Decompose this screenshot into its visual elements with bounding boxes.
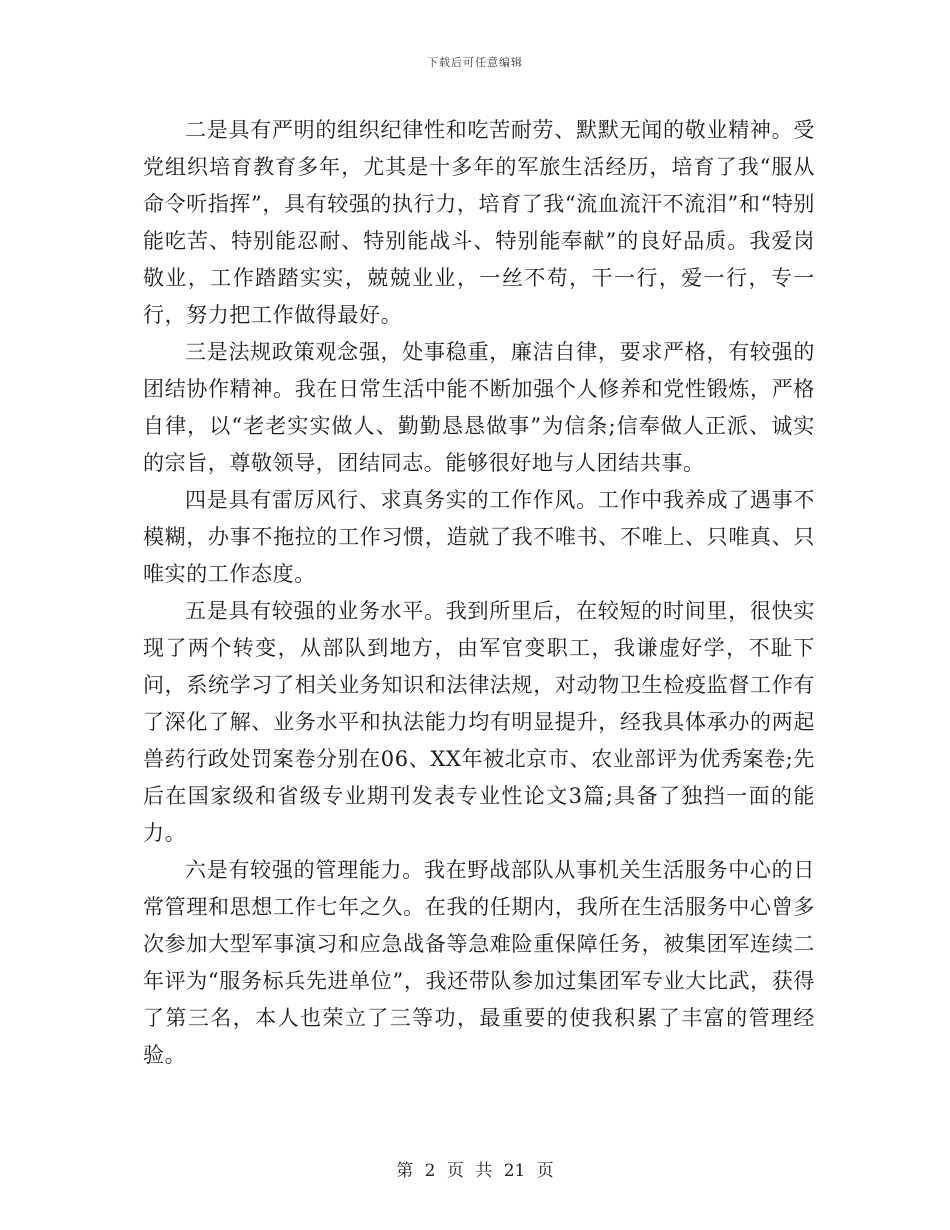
paragraph-2: 二是具有严明的组织纪律性和吃苦耐劳、默默无闻的敬业精神。受党组织培育教育多年，尤其是十多年的军旅生活经历，培育了我“服从命令听指挥”，具有较强的执行力，培育了我“流血流汗不流泪”和“特别能吃苦、特别能忍耐、特别能战斗、特别能奉献”的良好品质。我爱岗敬业，工作踏踏实实，兢兢业业，一丝不苟，干一行，爱一行，专一行，努力把工作做得最好。 <box>143 118 815 327</box>
paragraph-4: 四是具有雷厉风行、求真务实的工作作风。工作中我养成了遇事不模糊，办事不拖拉的工作习惯，造就了我不唯书、不唯上、只唯真、只唯实的工作态度。 <box>143 488 815 586</box>
page-number: 第 2 页 共 21 页 <box>396 1161 554 1181</box>
document-body <box>143 112 815 1074</box>
page-header: 下载后可任意编辑 <box>427 56 523 69</box>
paragraph-5: 五是具有较强的业务水平。我到所里后，在较短的时间里，很快实现了两个转变，从部队到地方，由军官变职工，我谦虚好学，不耻下问，系统学习了相关业务知识和法律法规，对动物卫生检疫监督工作有了深化了解、业务水平和执法能力均有明显提升，经我具体承办的两起兽药行政处罚案卷分别在06、XX年被北京市、农业部评为优秀案卷;先后在国家级和省级专业期刊发表专业性论文3篇;具备了独挡一面的能力。 <box>143 599 815 845</box>
paragraph-3: 三是法规政策观念强，处事稳重，廉洁自律，要求严格，有较强的团结协作精神。我在日常生活中能不断加强个人修养和党性锻炼，严格自律，以“老老实实做人、勤勤恳恳做事”为信条;信奉做人正派、诚实的宗旨，尊敬领导，团结同志。能够很好地与人团结共事。 <box>143 340 815 475</box>
paragraph-6: 六是有较强的管理能力。我在野战部队从事机关生活服务中心的日常管理和思想工作七年之久。在我的任期内，我所在生活服务中心曾多次参加大型军事演习和应急战备等急难险重保障任务，被集团军连续二年评为“服务标兵先进单位”，我还带队参加过集团军专业大比武，获得了第三名，本人也荣立了三等功，最重要的使我积累了丰富的管理经验。 <box>143 858 815 1067</box>
